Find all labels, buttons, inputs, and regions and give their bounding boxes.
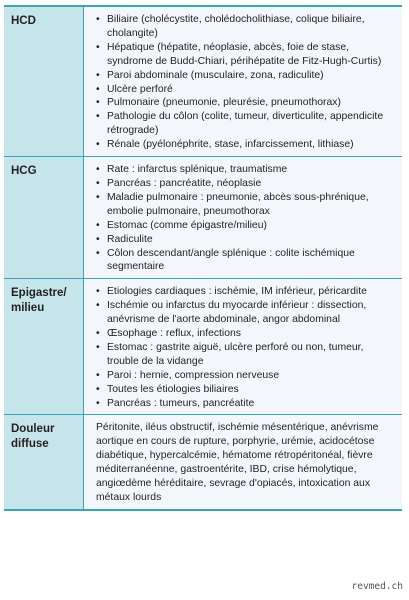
list-item: • Radiculite xyxy=(96,233,392,247)
list-item: • Biliaire (cholécystite, cholédocholithiase, colique biliaire, cholangite) xyxy=(96,13,392,41)
list-item: • Etiologies cardiaques : ischémie, IM inférieur, péricardite xyxy=(96,285,392,299)
row-content xyxy=(84,415,402,508)
watermark: revmed.ch xyxy=(351,581,403,592)
paragraph: Péritonite, iléus obstructif, ischémie mésentérique, anévrisme aortique en cours de rupture, porphyrie, urémie, acidocétose diabétique, hypercalcémie, hématome rétropéritonéal, fièvre méditerranéenne, gastroentérite, IBD, crise hémolytique, angiœdème héréditaire, sevrage d'opiacés, intoxication aux métaux lourds xyxy=(96,422,379,503)
row-douleur-diffuse xyxy=(4,415,402,508)
row-epigastre xyxy=(4,279,402,415)
list-item: • Œsophage : reflux, infections xyxy=(96,327,392,341)
row-hcd xyxy=(4,7,402,157)
row-hcg xyxy=(4,157,402,279)
differential-diagnosis-table xyxy=(4,5,402,511)
list-item: • Estomac (comme épigastre/milieu) xyxy=(96,219,392,233)
list-item: • Paroi : hernie, compression nerveuse xyxy=(96,369,392,383)
list-item: • Hépatique (hépatite, néoplasie, abcès, foie de stase, syndrome de Budd-Chiari, périhépatite de Fitz-Hugh-Curtis) xyxy=(96,41,392,69)
list-item: • Pancréas : tumeurs, pancréatite xyxy=(96,397,392,411)
list-item: • Toutes les étiologies biliaires xyxy=(96,383,392,397)
list-item: • Paroi abdominale (musculaire, zona, radiculite) xyxy=(96,69,392,83)
list-item: • Rénale (pyélonéphrite, stase, infarcissement, lithiase) xyxy=(96,138,392,152)
row-label: Epigastre/ milieu xyxy=(4,279,84,414)
list-item: • Ulcère perforé xyxy=(96,83,392,97)
list-item: • Pathologie du côlon (colite, tumeur, diverticulite, appendicite rétrograde) xyxy=(96,110,392,138)
row-content xyxy=(84,279,402,414)
list-item: • Estomac : gastrite aiguë, ulcère perforé ou non, tumeur, trouble de la vidange xyxy=(96,341,392,369)
row-label: HCD xyxy=(4,7,84,156)
row-content xyxy=(84,157,402,278)
list-item: • Côlon descendant/angle splénique : colite ischémique segmentaire xyxy=(96,247,392,275)
list-item: • Ischémie ou infarctus du myocarde inférieur : dissection, anévrisme de l'aorte abdominale, angor abdominal xyxy=(96,299,392,327)
list-item: • Maladie pulmonaire : pneumonie, abcès sous-phrénique, embolie pulmonaire, pneumothorax xyxy=(96,191,392,219)
row-label: Douleur diffuse xyxy=(4,415,84,508)
row-content xyxy=(84,7,402,156)
row-label: HCG xyxy=(4,157,84,278)
list-item: • Rate : infarctus splénique, traumatisme xyxy=(96,163,392,177)
list-item: • Pulmonaire (pneumonie, pleurésie, pneumothorax) xyxy=(96,96,392,110)
list-item: • Pancréas : pancréatite, néoplasie xyxy=(96,177,392,191)
